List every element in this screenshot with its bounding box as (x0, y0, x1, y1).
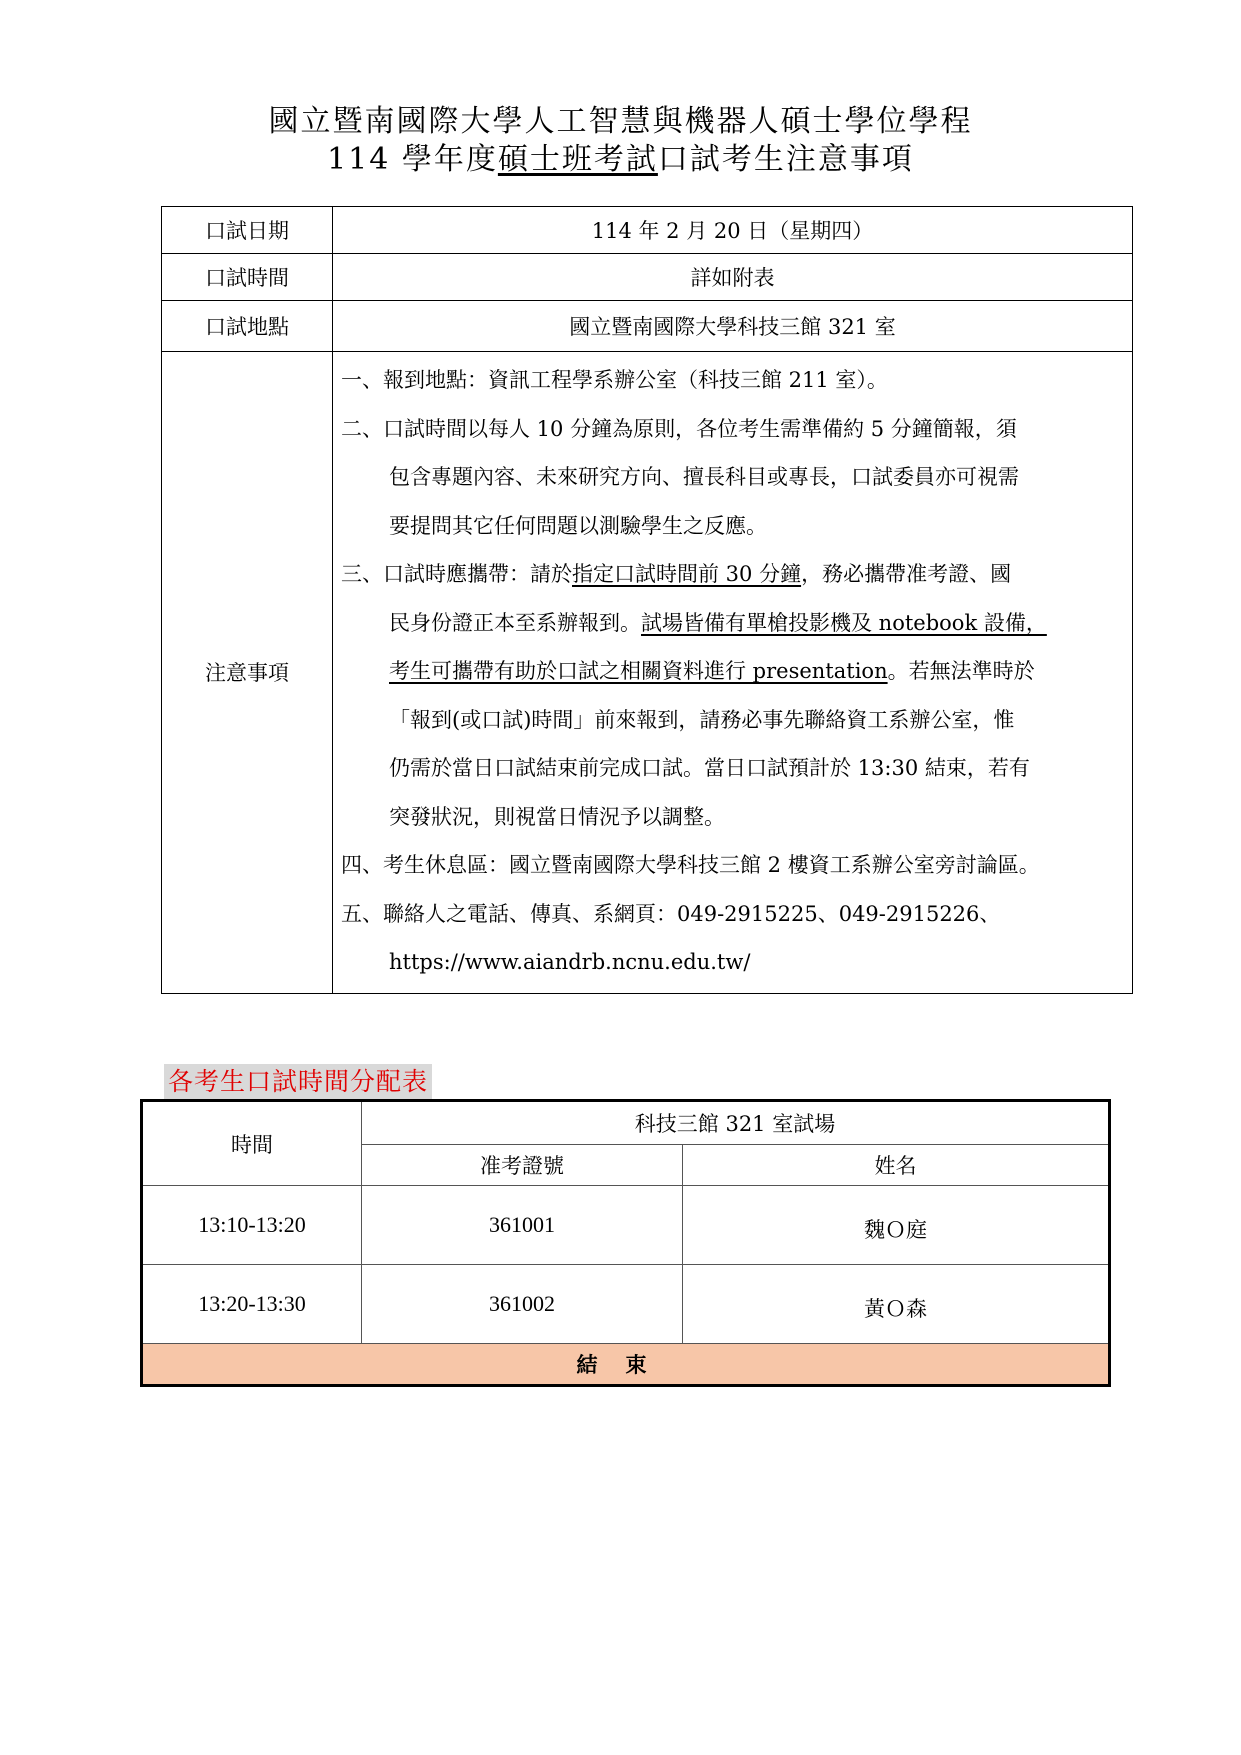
notes-label: 注意事項 (162, 352, 333, 994)
note-3-line3-part2: 。若無法準時於 (887, 659, 1035, 683)
note-3-part3: ，務必攜帶准考證、國 (801, 562, 1012, 586)
row-name: 魏Ｏ庭 (683, 1186, 1110, 1265)
note-5-url: https://www.aiandrb.ncnu.edu.tw/ (389, 950, 751, 974)
title-underlined: 碩士班考試 (497, 142, 658, 177)
row-time: 13:20-13:30 (142, 1265, 362, 1344)
row-id: 361001 (362, 1186, 683, 1265)
time-value: 詳如附表 (333, 254, 1133, 301)
note-3-line2-part1: 民身份證正本至系辦報到 (389, 610, 620, 635)
row-time: 13:10-13:20 (142, 1186, 362, 1265)
note-3-deadline: 指定口試時間前 30 分鐘 (572, 562, 802, 586)
schedule-header-row1 (142, 1101, 1110, 1145)
note-5-line1: 五、聯絡人之電話、傳真、系網頁：049-2915225、049-2915226、 (341, 901, 1001, 926)
note-3-part1: 三、口試時應攜帶：請於 (341, 562, 572, 586)
date-row (162, 207, 1133, 254)
date-label: 口試日期 (162, 207, 333, 254)
place-value: 國立暨南國際大學科技三館 321 室 (333, 301, 1133, 352)
notes-content (333, 352, 1133, 994)
table-row (142, 1186, 1110, 1265)
schedule-title: 各考生口試時間分配表 (164, 1064, 432, 1100)
note-4: 四、考生休息區：國立暨南國際大學科技三館 2 樓資工系辦公室旁討論區。 (341, 853, 1040, 877)
note-3-line2-part3: 試場皆備有單槍投影機及 notebook 設備， (641, 610, 1047, 635)
document-title-line2 (0, 134, 1241, 178)
schedule-end-label: 結束 (142, 1344, 1110, 1386)
note-3-line4: 「報到(或口試)時間」前來報到，請務必事先聯絡資工系辦公室，惟 (389, 707, 1015, 732)
date-value: 114 年 2 月 20 日（星期四） (333, 207, 1133, 254)
schedule-col-name: 姓名 (683, 1145, 1110, 1186)
schedule-end-row (142, 1344, 1110, 1386)
schedule-col-time: 時間 (142, 1101, 362, 1186)
info-table (161, 206, 1133, 994)
row-id: 361002 (362, 1265, 683, 1344)
note-3-line5: 仍需於當日口試結束前完成口試。當日口試預計於 13:30 結束，若有 (389, 756, 1030, 780)
time-row (162, 254, 1133, 301)
note-3-line3 (341, 647, 1128, 696)
title-prefix: 114 學年度 (327, 142, 498, 177)
time-label: 口試時間 (162, 254, 333, 301)
row-name: 黃Ｏ森 (683, 1265, 1110, 1344)
note-2-line3: 要提問其它任何問題以測驗學生之反應。 (389, 513, 767, 538)
note-3-line2-part2: 。 (620, 610, 641, 635)
schedule-table (140, 1099, 1111, 1387)
place-row (162, 301, 1133, 352)
note-1: 一、報到地點：資訊工程學系辦公室（科技三館 211 室）。 (341, 368, 888, 392)
schedule-room: 科技三館 321 室試場 (362, 1101, 1110, 1145)
schedule-col-id: 准考證號 (362, 1145, 683, 1186)
table-row (142, 1265, 1110, 1344)
note-3-line2 (341, 599, 1128, 648)
note-2-line2: 包含專題內容、未來研究方向、擅長科目或專長，口試委員亦可視需 (389, 465, 1019, 489)
note-2-line1: 二、口試時間以每人 10 分鐘為原則，各位考生需準備約 5 分鐘簡報，須 (341, 416, 1017, 441)
document-title-line1: 國立暨南國際大學人工智慧與機器人碩士學位學程 (268, 104, 973, 139)
note-3-line6: 突發狀況，則視當日情況予以調整。 (389, 804, 725, 829)
notes-row (162, 352, 1133, 994)
note-3-line3-part1: 考生可攜帶有助於口試之相關資料進行 presentation (389, 659, 888, 683)
place-label: 口試地點 (162, 301, 333, 352)
title-suffix: 口試考生注意事項 (657, 142, 914, 177)
note-3-line1 (341, 550, 1128, 599)
